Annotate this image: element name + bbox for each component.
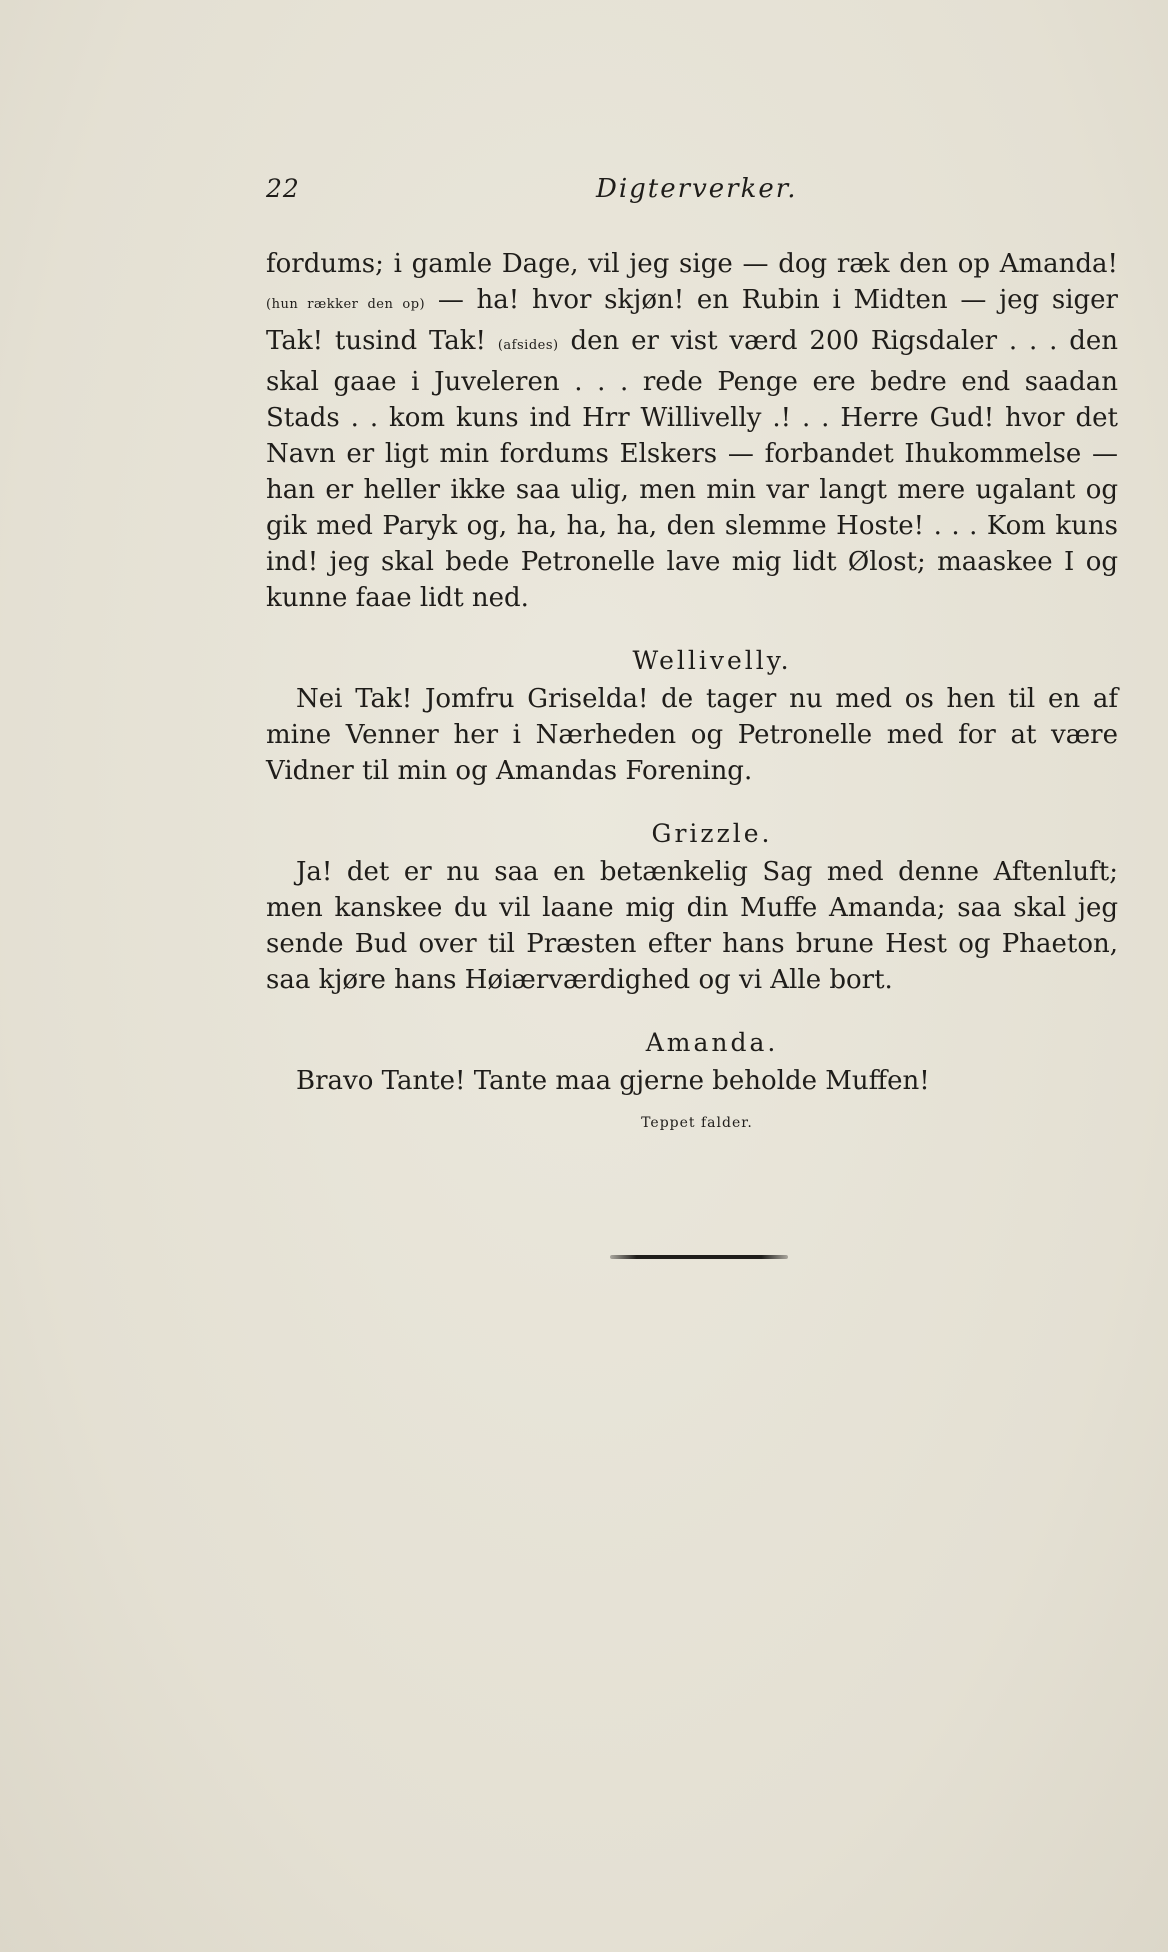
text-line: fordums; i gamle Dage, vil jeg sige — dog ræk den op Amanda!: [266, 249, 1118, 279]
page-number: 22: [266, 174, 300, 203]
speaker-name: Amanda.: [645, 1028, 779, 1057]
speaker-name: Wellivelly.: [632, 646, 792, 675]
paragraph-grizzle-monologue: [266, 246, 1118, 616]
end-rule: [610, 1255, 788, 1259]
page-header: [266, 174, 798, 214]
body-text: [266, 246, 1118, 1131]
stage-direction: (afsides): [497, 338, 559, 353]
text-line: — ha! hvor skjøn! en Rubin i Midten — jeg siger Tak! tusind Tak!: [266, 285, 1118, 356]
speaker-name: Grizzle.: [651, 819, 773, 848]
speech-text: Ja! det er nu saa en betænkelig Sag med denne Aftenluft; men kanskee du vil laane mig din Muffe Amanda; saa skal jeg sende Bud over til Præsten efter hans brune Hest og Phaeton, saa kjøre hans Høiærværdighed og vi Alle bort.: [266, 857, 1118, 995]
speech-text: Nei Tak! Jomfru Griselda! de tager nu med os hen til en af mine Venner her i Nærheden og Petronelle med for at være Vidner til min og Amandas Forening.: [266, 684, 1118, 786]
closing-stage-direction: Teppet falder.: [641, 1115, 753, 1131]
text-line: den er vist værd 200 Rigsdaler . . . den skal gaae i Juveleren . . . rede Penge ere bedre end saadan Stads . . kom kuns ind Hrr Willivelly .! . . Herre Gud! hvor det Navn er ligt min fordums Elskers — forbandet Ihukommelse — han er heller ikke saa ulig, men min var langt mere ugalant og gik med Paryk og, ha, ha, ha, den slemme Hoste! . . . Kom kuns ind! jeg skal bede Petronelle lave mig lidt Ølost; maaskee I og kunne faae lidt ned.: [266, 326, 1119, 613]
speech-text: Bravo Tante! Tante maa gjerne beholde Muffen!: [296, 1066, 930, 1096]
running-title: Digterverker.: [596, 174, 798, 204]
stage-direction: (hun rækker den op): [266, 297, 426, 312]
